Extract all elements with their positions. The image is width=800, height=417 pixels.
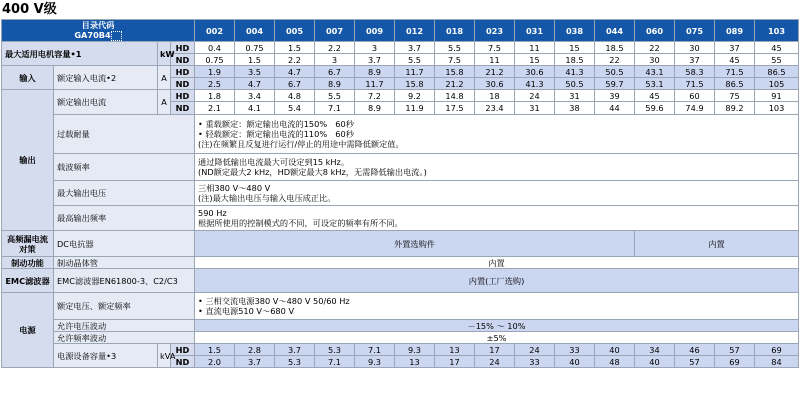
motor-nd-value: 3.7 <box>355 54 395 66</box>
model-code: 002 <box>195 20 235 42</box>
motor-hd-value: 30 <box>675 42 715 54</box>
input-nd-value: 41.3 <box>515 78 555 90</box>
power-capacity-label: 电源设备容量•3 <box>54 344 158 368</box>
power-hd-value: 3.7 <box>275 344 315 356</box>
motor-nd-value: 37 <box>675 54 715 66</box>
hd-label: HD <box>171 90 195 102</box>
model-code: 089 <box>715 20 755 42</box>
model-code: 005 <box>275 20 315 42</box>
output-nd-value: 74.9 <box>675 102 715 115</box>
power-hd-value: 34 <box>635 344 675 356</box>
power-nd-value: 7.1 <box>315 356 355 368</box>
dc-reactor-external: 外置选购件 <box>195 231 635 257</box>
motor-hd-value: 3 <box>355 42 395 54</box>
hd-label: HD <box>171 42 195 54</box>
input-unit: A <box>158 66 171 90</box>
output-group-label: 输出 <box>2 90 54 231</box>
motor-hd-value: 15 <box>555 42 595 54</box>
output-hd-value: 60 <box>675 90 715 102</box>
model-code: 012 <box>395 20 435 42</box>
max-output-frequency-label: 最高输出频率 <box>54 206 195 231</box>
motor-hd-value: 0.75 <box>235 42 275 54</box>
input-hd-value: 50.5 <box>595 66 635 78</box>
power-hd-value: 7.1 <box>355 344 395 356</box>
emc-filter-value: 内置(工厂选购) <box>195 269 799 293</box>
input-nd-value: 4.7 <box>235 78 275 90</box>
power-hd-value: 17 <box>475 344 515 356</box>
emc-group-label: EMC滤波器 <box>2 269 54 293</box>
input-hd-value: 43.1 <box>635 66 675 78</box>
motor-nd-value: 15 <box>515 54 555 66</box>
rated-voltage-text: • 三相交流电源380 V～480 V 50/60 Hz • 直流电源510 V～680 V <box>195 293 799 320</box>
input-nd-value: 71.5 <box>675 78 715 90</box>
power-nd-value: 40 <box>635 356 675 368</box>
power-nd-value: 3.7 <box>235 356 275 368</box>
output-nd-value: 103 <box>755 102 799 115</box>
emc-filter-label: EMC滤波器EN61800-3、C2/C3 <box>54 269 195 293</box>
motor-hd-value: 0.4 <box>195 42 235 54</box>
motor-hd-value: 3.7 <box>395 42 435 54</box>
power-hd-value: 40 <box>595 344 635 356</box>
motor-nd-value: 1.5 <box>235 54 275 66</box>
motor-nd-value: 3 <box>315 54 355 66</box>
output-hd-value: 3.4 <box>235 90 275 102</box>
motor-hd-value: 7.5 <box>475 42 515 54</box>
max-output-voltage-label: 最大输出电压 <box>54 181 195 206</box>
model-code: 031 <box>515 20 555 42</box>
power-hd-value: 33 <box>555 344 595 356</box>
nd-label: ND <box>171 54 195 66</box>
model-code: 023 <box>475 20 515 42</box>
frequency-fluctuation-label: 允许频率波动 <box>54 332 195 344</box>
input-nd-value: 105 <box>755 78 799 90</box>
input-hd-value: 1.9 <box>195 66 235 78</box>
power-nd-value: 57 <box>675 356 715 368</box>
output-nd-value: 38 <box>555 102 595 115</box>
output-hd-value: 75 <box>715 90 755 102</box>
page-title: 400 V级 <box>2 2 57 17</box>
voltage-fluctuation-value: －15% ～ 10% <box>195 320 799 332</box>
output-hd-value: 5.5 <box>315 90 355 102</box>
model-code: 060 <box>635 20 675 42</box>
input-nd-value: 6.7 <box>275 78 315 90</box>
output-unit: A <box>158 90 171 115</box>
motor-nd-value: 18.5 <box>555 54 595 66</box>
output-hd-value: 1.8 <box>195 90 235 102</box>
input-hd-value: 30.6 <box>515 66 555 78</box>
input-nd-value: 30.6 <box>475 78 515 90</box>
model-code: 075 <box>675 20 715 42</box>
rated-voltage-label: 额定电压、额定频率 <box>54 293 195 320</box>
power-nd-value: 40 <box>555 356 595 368</box>
catalog-code-header: 目录代码 GA70B4 <box>2 20 195 42</box>
output-nd-value: 7.1 <box>315 102 355 115</box>
model-code: 009 <box>355 20 395 42</box>
dc-reactor-internal: 内置 <box>635 231 799 257</box>
model-code: 004 <box>235 20 275 42</box>
motor-hd-value: 1.5 <box>275 42 315 54</box>
brake-group-label: 制动功能 <box>2 257 54 269</box>
motor-hd-value: 11 <box>515 42 555 54</box>
power-group-label: 电源 <box>2 293 54 368</box>
output-nd-value: 23.4 <box>475 102 515 115</box>
output-hd-value: 39 <box>595 90 635 102</box>
input-hd-value: 3.5 <box>235 66 275 78</box>
hd-label: HD <box>171 66 195 78</box>
input-hd-value: 6.7 <box>315 66 355 78</box>
brake-transistor-label: 制动晶体管 <box>54 257 195 269</box>
power-nd-value: 24 <box>475 356 515 368</box>
motor-nd-value: 55 <box>755 54 799 66</box>
brake-transistor-value: 内置 <box>195 257 799 269</box>
carrier-frequency-text: 通过降低输出电流最大可设定到15 kHz。 (ND额定最大2 kHz，HD额定最大8 kHz，无需降低输出电流。) <box>195 154 799 181</box>
nd-label: ND <box>171 78 195 90</box>
input-nd-value: 15.8 <box>395 78 435 90</box>
motor-nd-value: 0.75 <box>195 54 235 66</box>
power-hd-value: 24 <box>515 344 555 356</box>
output-nd-value: 5.4 <box>275 102 315 115</box>
power-hd-value: 1.5 <box>195 344 235 356</box>
motor-nd-value: 7.5 <box>435 54 475 66</box>
power-nd-value: 84 <box>755 356 799 368</box>
max-output-voltage-text: 三相380 V～480 V (注)最大输出电压与输入电压成正比。 <box>195 181 799 206</box>
input-nd-value: 86.5 <box>715 78 755 90</box>
output-hd-value: 7.2 <box>355 90 395 102</box>
max-output-frequency-text: 590 Hz 根据所使用的控制模式的不同，可设定的频率有所不同。 <box>195 206 799 231</box>
motor-nd-value: 30 <box>635 54 675 66</box>
motor-hd-value: 2.2 <box>315 42 355 54</box>
motor-nd-value: 45 <box>715 54 755 66</box>
input-nd-value: 59.7 <box>595 78 635 90</box>
input-hd-value: 41.3 <box>555 66 595 78</box>
power-hd-value: 46 <box>675 344 715 356</box>
motor-hd-value: 18.5 <box>595 42 635 54</box>
motor-hd-value: 22 <box>635 42 675 54</box>
input-nd-value: 8.9 <box>315 78 355 90</box>
input-hd-value: 15.8 <box>435 66 475 78</box>
model-code: 038 <box>555 20 595 42</box>
motor-capacity-label: 最大适用电机容量•1 <box>2 42 158 66</box>
motor-nd-value: 11 <box>475 54 515 66</box>
power-hd-value: 2.8 <box>235 344 275 356</box>
input-hd-value: 11.7 <box>395 66 435 78</box>
power-hd-value: 57 <box>715 344 755 356</box>
power-nd-value: 48 <box>595 356 635 368</box>
output-hd-value: 45 <box>635 90 675 102</box>
power-hd-value: 5.3 <box>315 344 355 356</box>
overload-label: 过载耐量 <box>54 115 195 154</box>
model-code: 007 <box>315 20 355 42</box>
power-nd-value: 13 <box>395 356 435 368</box>
input-nd-value: 21.2 <box>435 78 475 90</box>
output-nd-value: 31 <box>515 102 555 115</box>
output-nd-value: 89.2 <box>715 102 755 115</box>
input-nd-value: 53.1 <box>635 78 675 90</box>
power-nd-value: 33 <box>515 356 555 368</box>
power-nd-value: 5.3 <box>275 356 315 368</box>
output-nd-value: 59.6 <box>635 102 675 115</box>
output-current-label: 额定输出电流 <box>54 90 158 115</box>
output-hd-value: 9.2 <box>395 90 435 102</box>
output-hd-value: 4.8 <box>275 90 315 102</box>
output-nd-value: 2.1 <box>195 102 235 115</box>
input-nd-value: 50.5 <box>555 78 595 90</box>
input-hd-value: 21.2 <box>475 66 515 78</box>
input-hd-value: 86.5 <box>755 66 799 78</box>
harmonic-group-label: 高频漏电流对策 <box>2 231 54 257</box>
input-current-label: 额定输入电流•2 <box>54 66 158 90</box>
input-hd-value: 8.9 <box>355 66 395 78</box>
input-hd-value: 58.3 <box>675 66 715 78</box>
motor-unit: kW <box>158 42 171 66</box>
input-group-label: 输入 <box>2 66 54 90</box>
nd-label: ND <box>171 102 195 115</box>
motor-hd-value: 45 <box>755 42 799 54</box>
power-nd-value: 9.3 <box>355 356 395 368</box>
input-nd-value: 2.5 <box>195 78 235 90</box>
motor-hd-value: 37 <box>715 42 755 54</box>
output-hd-value: 24 <box>515 90 555 102</box>
motor-nd-value: 22 <box>595 54 635 66</box>
carrier-frequency-label: 载波频率 <box>54 154 195 181</box>
motor-nd-value: 2.2 <box>275 54 315 66</box>
model-code: 044 <box>595 20 635 42</box>
model-code: 018 <box>435 20 475 42</box>
power-unit: kVA <box>158 344 171 368</box>
input-hd-value: 4.7 <box>275 66 315 78</box>
motor-nd-value: 5.5 <box>395 54 435 66</box>
output-nd-value: 8.9 <box>355 102 395 115</box>
input-hd-value: 71.5 <box>715 66 755 78</box>
spec-table <box>1 19 799 368</box>
hd-label: HD <box>171 344 195 356</box>
overload-text: • 重载额定：额定输出电流的150% 60秒 • 轻载额定：额定输出电流的110% 60秒 (注)在频繁且反复进行运行/停止的用途中需降低额定值。 <box>195 115 799 154</box>
dc-reactor-label: DC电抗器 <box>54 231 195 257</box>
output-hd-value: 14.8 <box>435 90 475 102</box>
output-hd-value: 18 <box>475 90 515 102</box>
output-nd-value: 11.9 <box>395 102 435 115</box>
power-nd-value: 69 <box>715 356 755 368</box>
output-hd-value: 31 <box>555 90 595 102</box>
voltage-fluctuation-label: 允许电压波动 <box>54 320 195 332</box>
power-hd-value: 69 <box>755 344 799 356</box>
power-hd-value: 13 <box>435 344 475 356</box>
model-code: 103 <box>755 20 799 42</box>
output-nd-value: 44 <box>595 102 635 115</box>
frequency-fluctuation-value: ±5% <box>195 332 799 344</box>
input-nd-value: 11.7 <box>355 78 395 90</box>
power-nd-value: 2.0 <box>195 356 235 368</box>
power-hd-value: 9.3 <box>395 344 435 356</box>
nd-label: ND <box>171 356 195 368</box>
output-hd-value: 91 <box>755 90 799 102</box>
output-nd-value: 4.1 <box>235 102 275 115</box>
code-placeholder-box <box>111 31 122 41</box>
power-nd-value: 17 <box>435 356 475 368</box>
output-nd-value: 17.5 <box>435 102 475 115</box>
motor-hd-value: 5.5 <box>435 42 475 54</box>
